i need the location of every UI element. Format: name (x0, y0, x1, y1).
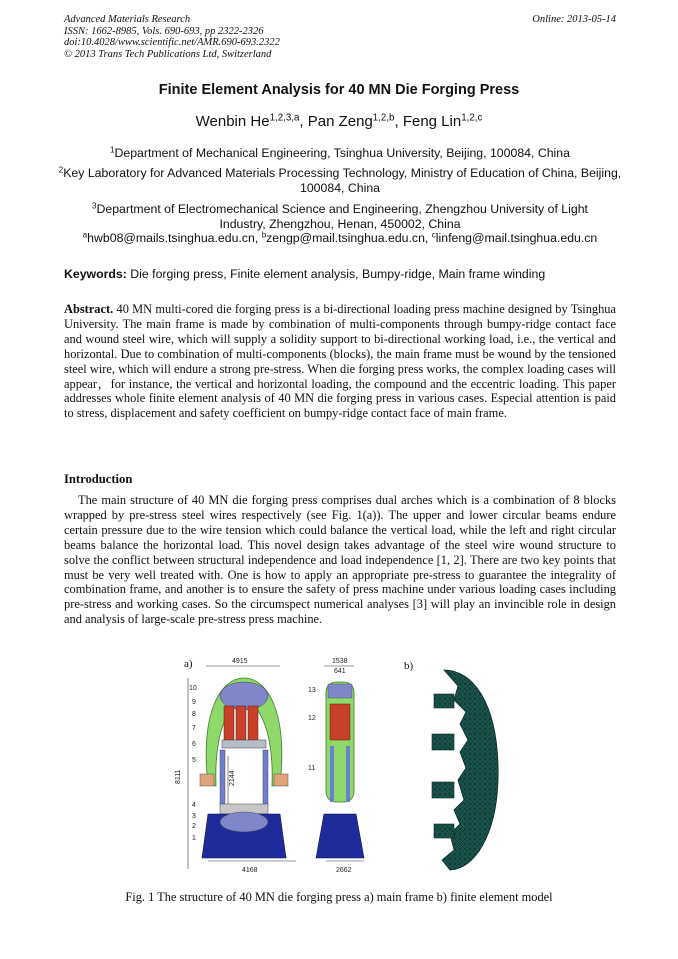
email-link[interactable]: zengp@mail.tsinghua.edu.cn (266, 231, 425, 245)
side-upper-beam (328, 684, 352, 698)
email-link[interactable]: hwb08@mails.tsinghua.edu.cn (87, 231, 255, 245)
affiliation-3: $^3$Department of Electromechanical Science and Engineering, Zhengzhou University of Light Industry, Zhengzhou, Henan, 450002, China (92, 201, 588, 231)
part-number: 7 (192, 725, 196, 732)
part-number: 1 (192, 835, 196, 842)
issn-line: ISSN: 1662-8985, Vols. 690-693, pp 2322-2326 (64, 25, 264, 37)
dim-side-bottom: 2662 (336, 867, 352, 874)
part-number: 2 (192, 823, 196, 830)
author-superscript: 1,2,c (461, 112, 483, 124)
author-superscript: 1,2,b (372, 112, 395, 124)
dim-bottom-width: 4168 (242, 867, 258, 874)
dim-side-top: 1538 (332, 658, 348, 665)
part-number: 10 (189, 685, 197, 692)
part-number: 4 (192, 802, 196, 809)
cylinder (224, 706, 234, 740)
journal-name: Advanced Materials Research (64, 14, 191, 25)
figure-label-a: a) (184, 658, 193, 670)
author-list: Wenbin He$^{1,2,3,a}$, Pan Zeng$^{1,2,b}$, Feng Lin$^{1,2,c}$ (195, 112, 483, 130)
part-number: 6 (192, 741, 196, 748)
introduction-paragraph: The main structure of 40 MN die forging press comprises dual arches which is a combination of 8 blocks wrapped by pre-stress steel wires respectively (see Fig. 1(a)). The upper and lower circular beams endure certain pressure due to the wire tension which could balance the vertical load, while the left and right circular beams balance the horizontal load. This novel design takes advantage of the steel wire wound structure to solve the conflict between structural independence and load independence [1, 2]. There are two key points that must be very well treated with. One is how to apply an appropriate pre-stress to guarantee the integrality of combination frame, and another is to ensure the safety of press machine under various loading cases including pre-stress and working cases. So the circumspect numerical analyses [3] will play an invincible role in design and analysis of large-scale pre-stress press machine. (64, 493, 616, 627)
dim-side-inner: 641 (334, 668, 346, 675)
fe-mesh-lug (432, 782, 454, 798)
dim-inner-height: 2144 (229, 770, 236, 786)
dim-top-width: 4915 (232, 658, 248, 665)
ram (222, 740, 266, 748)
side-lower-base (316, 814, 364, 858)
author-name: Feng Lin (402, 113, 462, 130)
email-list: $^a$hwb08@mails.tsinghua.edu.cn, $^b$zengp@mail.tsinghua.edu.cn, $^c$linfeng@mail.tsinghua.edu.cn (82, 230, 598, 245)
side-column (346, 746, 350, 802)
figure-caption: Fig. 1 The structure of 40 MN die forging press a) main frame b) finite element model (125, 890, 553, 904)
abstract (64, 302, 616, 421)
column (220, 750, 225, 806)
side-cylinder (200, 774, 214, 786)
author-superscript: 1,2,3,a (269, 112, 300, 124)
dim-height: 8111 (175, 769, 182, 784)
side-column (330, 746, 334, 802)
part-number: 11 (308, 765, 316, 772)
online-date: Online: 2013-05-14 (532, 14, 616, 25)
section-heading: Introduction (64, 472, 133, 486)
part-number: 3 (192, 813, 196, 820)
affiliation-2: $^2$Key Laboratory for Advanced Materials Processing Technology, Ministry of Education of China, Beijing, 100084, China (58, 165, 622, 195)
column (263, 750, 268, 806)
email-link[interactable]: linfeng@mail.tsinghua.edu.cn (435, 231, 598, 245)
abstract-label: Abstract. (64, 302, 114, 316)
part-number: 12 (308, 715, 316, 722)
fe-mesh-lug (434, 694, 454, 708)
fe-mesh-lug (432, 734, 454, 750)
part-number: 8 (192, 711, 196, 718)
part-number: 5 (192, 757, 196, 764)
part-number: 9 (192, 699, 196, 706)
main-frame-drawing (168, 654, 372, 876)
part-number: 13 (308, 687, 316, 694)
doi-line: doi:10.4028/www.scientific.net/AMR.690-693.2322 (64, 37, 280, 48)
fe-mesh-lug (434, 824, 454, 838)
figure-label-b: b) (404, 660, 414, 672)
side-cylinder (274, 774, 288, 786)
journal-header (64, 14, 616, 60)
author-name: Pan Zeng (307, 113, 373, 130)
cylinder (236, 706, 246, 740)
copyright-line: © 2013 Trans Tech Publications Ltd, Switzerland (64, 48, 272, 60)
lower-beam (220, 812, 268, 832)
side-cylinder-stack (330, 704, 350, 740)
affiliation-1: $^1$Department of Mechanical Engineering, Tsinghua University, Beijing, 100084, China (110, 145, 570, 160)
paper-title: Finite Element Analysis for 40 MN Die Forging Press (158, 82, 520, 98)
finite-element-model (420, 664, 520, 874)
keywords-label: Keywords: (64, 267, 127, 281)
abstract-text: 40 MN multi-cored die forging press is a bi-directional loading press machine designed by Tsinghua University. The main frame is made by combination of multi-components through bumpy-ridge contact face and wound steel wire, which will supply a solidity support to bi-directional working load, i.e., the vertical and horizontal. Due to combination of multi-components (blocks), the main frame must be wound by the tensioned steel wire, which will endure a strong pre-stress. When die forging press works, the complex loading cases will appear，for instance, the vertical and horizontal loading, the compound and the eccentric loading. This paper addresses whole finite element analysis of 40 MN die forging press in various cases. Especial attention is paid to stress, displacement and safety coefficient on bumpy-ridge contact face of main frame. (64, 302, 616, 421)
keywords (64, 267, 616, 281)
author-name: Wenbin He (195, 113, 270, 130)
keywords-text: Die forging press, Finite element analysis, Bumpy-ridge, Main frame winding (130, 267, 546, 281)
cylinder (248, 706, 258, 740)
